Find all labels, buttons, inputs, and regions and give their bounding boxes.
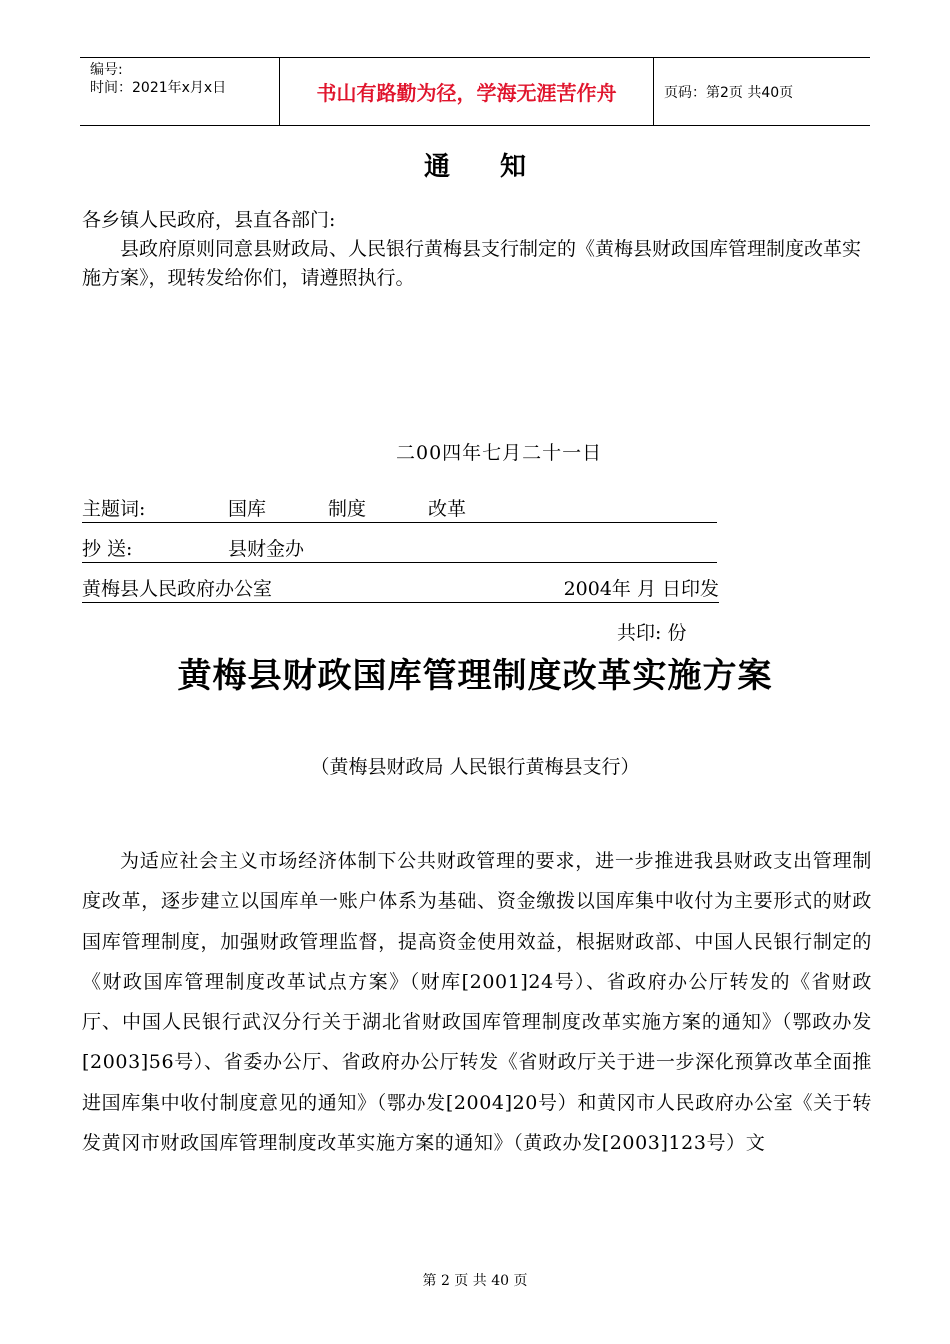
document-title: 黄梅县财政国库管理制度改革实施方案: [177, 656, 773, 696]
document-issuer: （黄梅县财政局 人民银行黄梅县支行）: [310, 756, 640, 778]
page-info: 页码：第2页 共40页: [664, 84, 794, 101]
header-meta-cell: [80, 58, 280, 125]
cc-value: 县财金办: [228, 538, 305, 560]
notice-body: 县政府原则同意县财政局、人民银行黄梅县支行制定的《黄梅县财政国库管理制度改革实施方案》，现转发给你们，请遵照执行。: [82, 238, 862, 289]
document-body: 为适应社会主义市场经济体制下公共财政管理的要求，进一步推进我县财政支出管理制度改革，逐步建立以国库单一账户体系为基础、资金缴拨以国库集中收付为主要形式的财政国库管理制度，加强财政管理监督，提高资金使用效益，根据财政部、中国人民银行制定的《财政国库管理制度改革试点方案》（财库[2001]24号）、省政府办公厅转发的《省财政厅、中国人民银行武汉分行关于湖北省财政国库管理制度改革实施方案的通知》（鄂政办发[2003]56号）、省委办公厅、省政府办公厅转发《省财政厅关于进一步深化预算改革全面推进国库集中收付制度意见的通知》（鄂办发[2004]20号）和黄冈市人民政府办公室《关于转发黄冈市财政国库管理制度改革实施方案的通知》（黄政办发[2003]123号）文: [82, 850, 872, 1155]
notice-title: 通知: [423, 152, 576, 182]
notice-date: 二00四年七月二十一日: [396, 442, 603, 464]
page-footer: 第 2 页 共 40 页: [422, 1273, 528, 1289]
copies: 共印: 份: [617, 622, 687, 644]
office-name: 黄梅县人民政府办公室: [82, 578, 273, 600]
subject-row: [82, 496, 717, 523]
subject-word: 制度: [328, 498, 367, 520]
cc-row: [82, 536, 717, 563]
office-row: [82, 576, 719, 603]
subject-label: 主题词:: [82, 498, 146, 520]
number-label: 编号:: [90, 62, 123, 78]
time-label: 时间：2021年x月x日: [90, 80, 227, 96]
cc-label: 抄 送:: [82, 538, 133, 560]
motto: 书山有路勤为径，学海无涯苦作舟: [280, 58, 654, 125]
header-table: [80, 57, 870, 126]
subject-word: 改革: [428, 498, 467, 520]
print-date: 2004年 月 日印发: [563, 578, 719, 600]
subject-word: 国库: [228, 498, 267, 520]
salutation: 各乡镇人民政府，县直各部门:: [82, 209, 336, 231]
